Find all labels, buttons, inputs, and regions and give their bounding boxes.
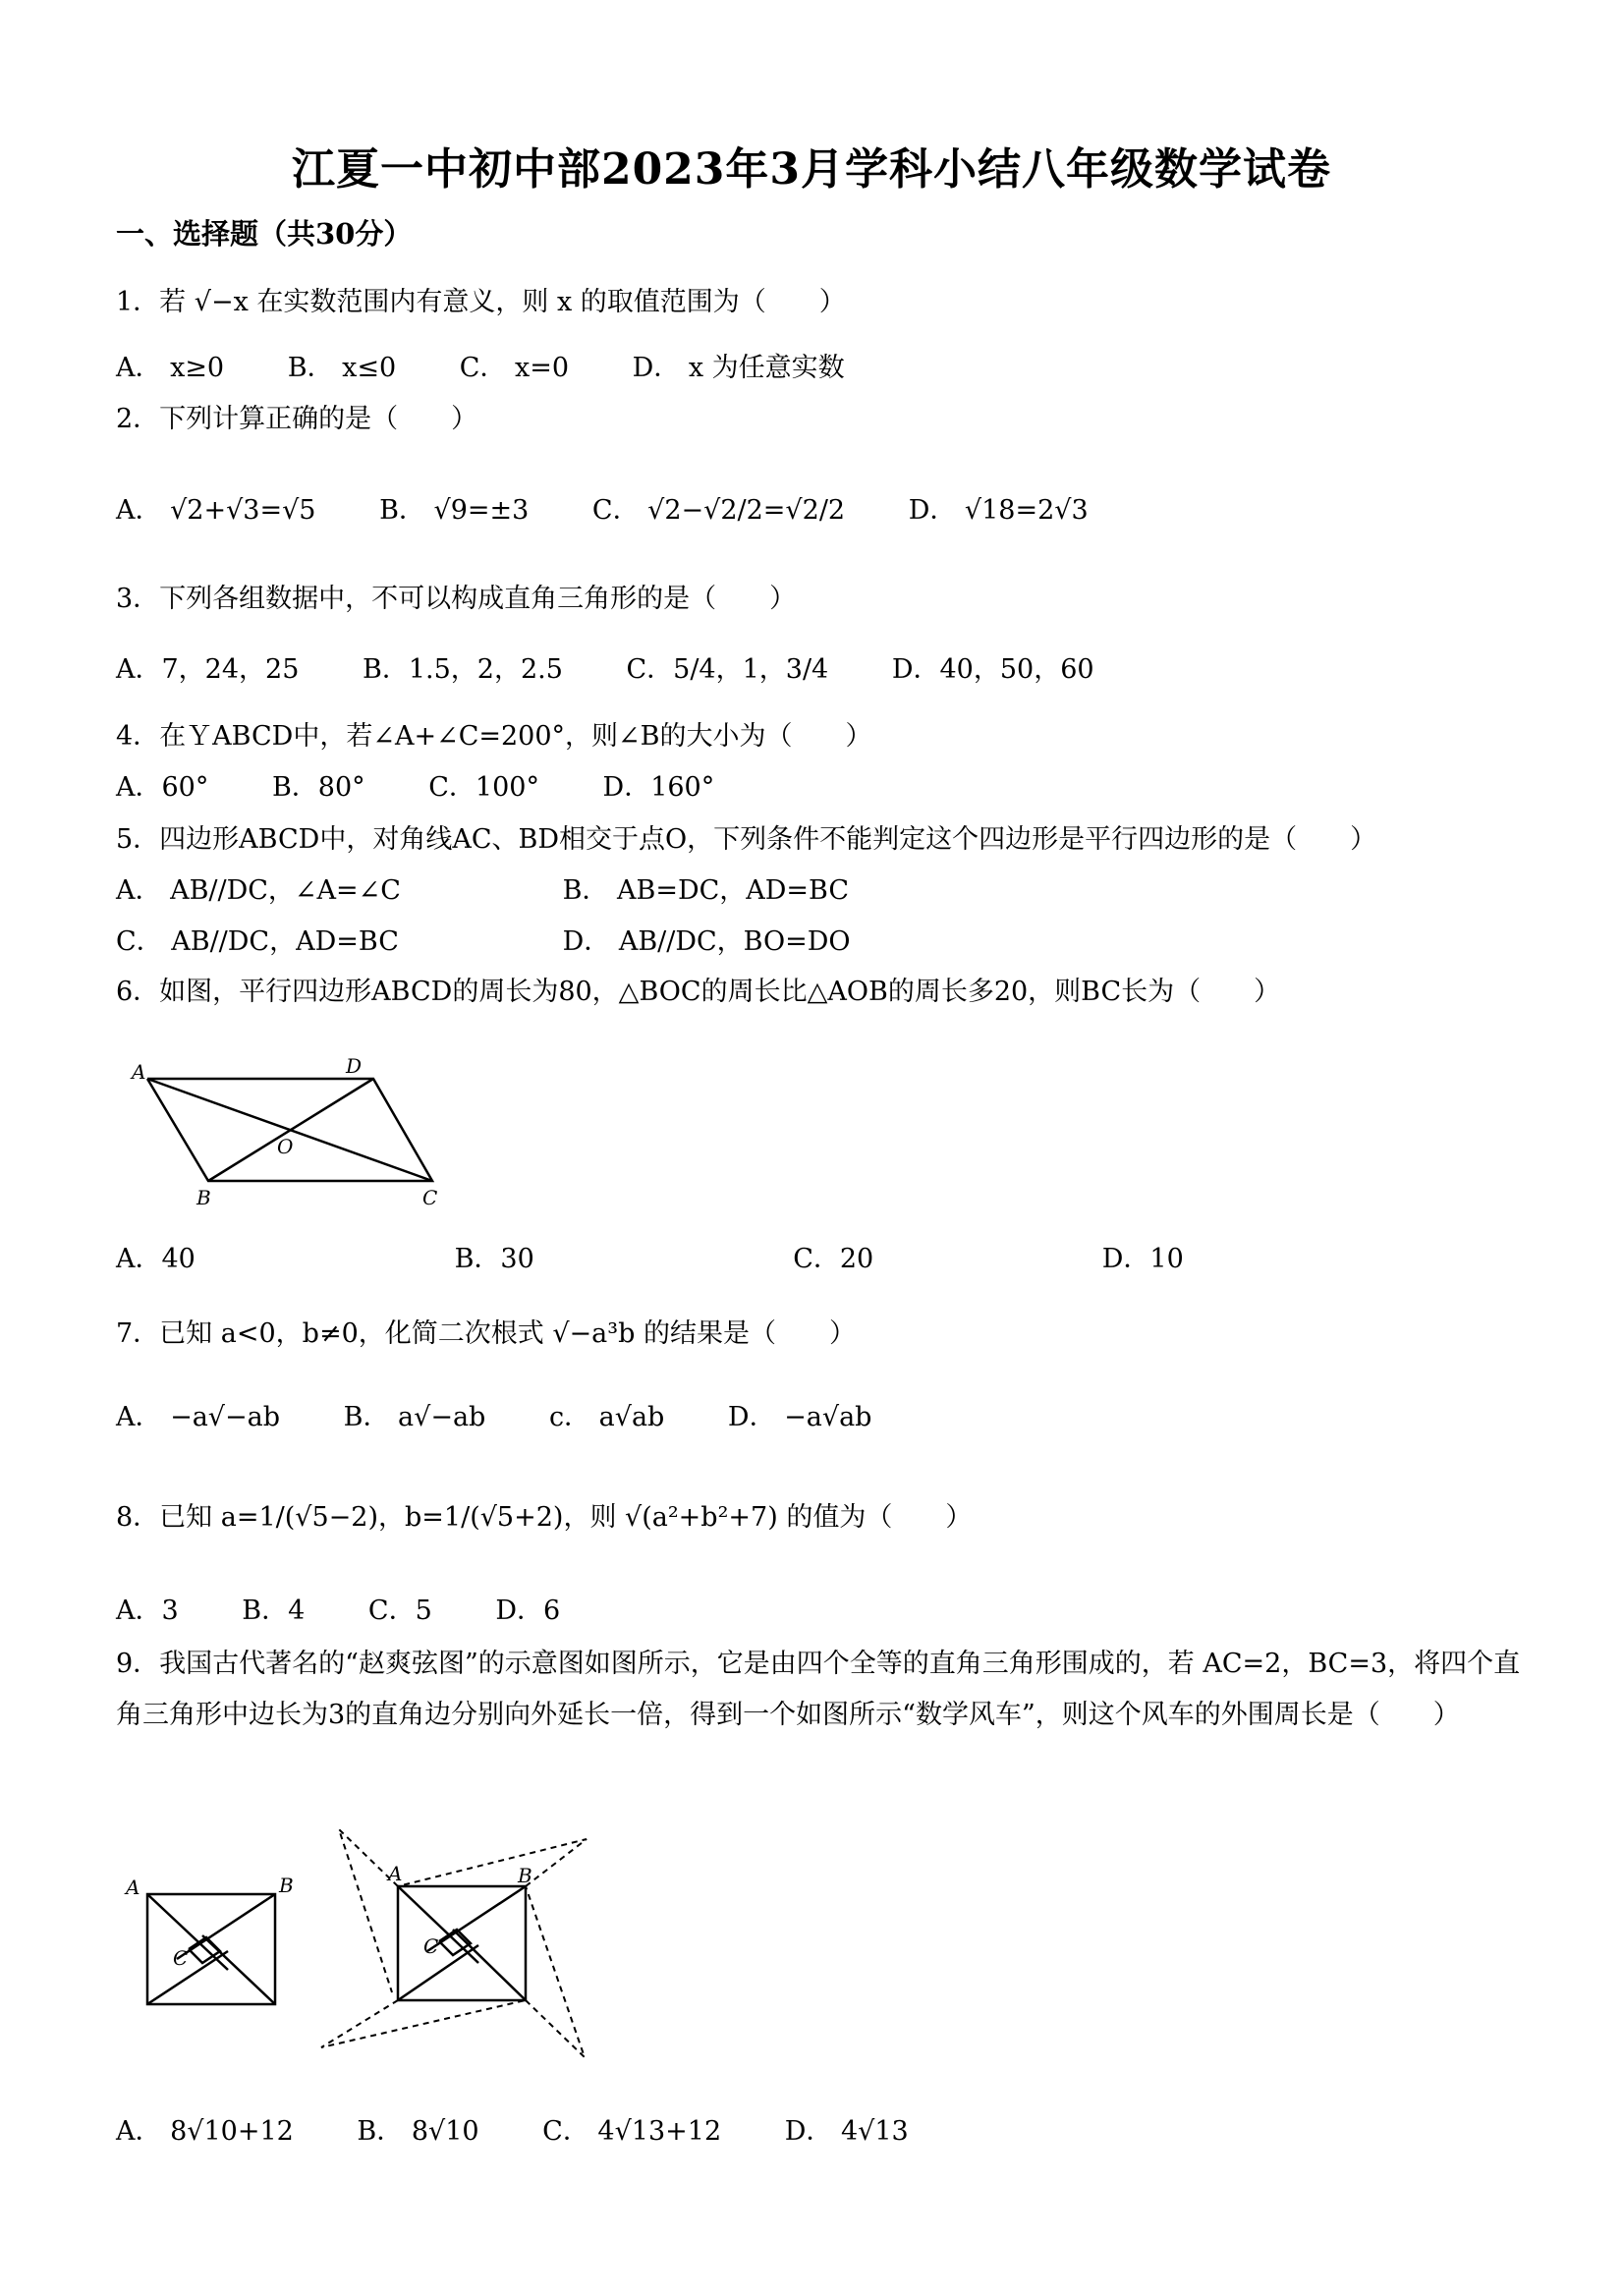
q9-option-d: D． 4√13 — [784, 2116, 909, 2147]
zhao-shuang-figure — [118, 1876, 305, 2014]
label-b: B — [518, 1864, 532, 1887]
question-6-options — [116, 1240, 1239, 1279]
question-1-options — [116, 349, 900, 388]
q5-option-a: A． AB//DC，∠A=∠C — [116, 875, 401, 906]
label-a: A — [388, 1862, 403, 1885]
q2-option-d: D． √18=2√3 — [908, 495, 1089, 526]
question-6-stem: 6．如图，平行四边形ABCD的周长为80，△BOC的周长比△AOB的周长多20，则BC长为（ ） — [116, 977, 1281, 1007]
question-5-options-row1 — [116, 871, 904, 911]
q8-option-a: A．3 — [116, 1596, 179, 1626]
q4-option-a: A．60° — [116, 772, 209, 803]
q2-option-b: B． √9=±3 — [379, 495, 530, 526]
q5-option-c: C． AB//DC，AD=BC — [116, 926, 399, 957]
label-a: A — [132, 1060, 146, 1084]
q8-option-b: B．4 — [242, 1596, 306, 1626]
line-b-inner — [427, 1886, 526, 1951]
q9-option-a: A． 8√10+12 — [116, 2116, 294, 2147]
windmill-outline — [321, 1829, 587, 2057]
q3-option-c: C．5/4，1，3/4 — [626, 654, 829, 685]
windmill-figure — [309, 1825, 594, 2071]
label-o: O — [277, 1135, 294, 1158]
q8-option-c: C．5 — [367, 1596, 432, 1626]
q2-option-a: A． √2+√3=√5 — [116, 495, 316, 526]
q3-option-a: A．7，24，25 — [116, 654, 300, 685]
q6-option-b: B．30 — [454, 1244, 534, 1274]
label-d: D — [346, 1054, 363, 1078]
line-b-inner — [177, 1894, 275, 1959]
q4-option-c: C．100° — [428, 772, 539, 803]
q1-option-d: D． x 为任意实数 — [632, 353, 845, 383]
q9-option-b: B． 8√10 — [357, 2116, 479, 2147]
q4-option-b: B．80° — [271, 772, 365, 803]
q3-option-d: D．40，50，60 — [891, 654, 1094, 685]
q1-option-b: B． x≤0 — [287, 353, 397, 383]
section-heading: 一、选择题（共30分） — [116, 217, 413, 251]
q1-option-c: C． x=0 — [459, 353, 570, 383]
exam-title: 江夏一中初中部2023年3月学科小结八年级数学试卷 — [291, 144, 1332, 195]
q7-option-a: A． −a√−ab — [116, 1402, 281, 1432]
question-2-stem: 2．下列计算正确的是（ ） — [116, 404, 478, 434]
question-7-stem: 7．已知 a<0，b≠0，化简二次根式 √−a³b 的结果是（ ） — [116, 1318, 856, 1349]
q9-option-c: C． 4√13+12 — [542, 2116, 722, 2147]
q2-option-c: C． √2−√2/2=√2/2 — [591, 495, 846, 526]
question-2-options — [116, 491, 1144, 531]
q1-option-a: A． x≥0 — [116, 353, 225, 383]
line-c-inner — [453, 1930, 526, 2000]
question-4-stem: 4．在ＹABCD中，若∠A+∠C=200°，则∠B的大小为（ ） — [116, 721, 872, 752]
q6-option-d: D．10 — [1101, 1244, 1184, 1274]
q6-option-a: A．40 — [116, 1244, 196, 1274]
question-3-options — [116, 650, 1149, 690]
q7-option-c: c． a√ab — [548, 1402, 665, 1432]
q7-option-d: D． −a√ab — [727, 1402, 872, 1432]
question-9-options — [116, 2112, 964, 2152]
q7-option-b: B． a√−ab — [343, 1402, 486, 1432]
q5-option-b: B． AB=DC，AD=BC — [562, 875, 850, 906]
label-b: B — [196, 1186, 211, 1209]
diagonal-bd — [208, 1079, 373, 1181]
q4-option-d: D．160° — [602, 772, 715, 803]
label-c: C — [173, 1946, 189, 1970]
q8-option-d: D．6 — [495, 1596, 561, 1626]
q3-option-b: B．1.5，2，2.5 — [362, 654, 563, 685]
question-7-options — [116, 1398, 926, 1437]
question-8-options — [116, 1592, 615, 1631]
q5-option-d: D． AB//DC，BO=DO — [562, 926, 851, 957]
question-8-stem: 8．已知 a=1/(√5−2)，b=1/(√5+2)，则 √(a²+b²+7) 的值为（ ） — [116, 1502, 973, 1533]
question-4-options — [116, 768, 769, 808]
question-5-options-row2 — [116, 923, 906, 962]
parallelogram-figure — [128, 1051, 452, 1218]
label-c: C — [423, 1934, 439, 1958]
question-5-stem: 5．四边形ABCD中，对角线AC、BD相交于点O，下列条件不能判定这个四边形是平行四边形的是（ ） — [116, 824, 1377, 855]
label-b: B — [279, 1876, 294, 1897]
question-3-stem: 3．下列各组数据中，不可以构成直角三角形的是（ ） — [116, 584, 797, 614]
question-9-stem: 9．我国古代著名的“赵爽弦图”的示意图如图所示，它是由四个全等的直角三角形围成的，若 AC=2，BC=3，将四个直角三角形中边长为3的直角边分别向外延长一倍，得到一个如图所示“数学风车”，则这个风车的外围周长是（ ） — [116, 1649, 1521, 1730]
question-1-stem: 1．若 √−x 在实数范围内有意义，则 x 的取值范围为（ ） — [116, 287, 846, 317]
q6-option-c: C．20 — [793, 1244, 874, 1274]
label-a: A — [126, 1876, 140, 1899]
label-c: C — [422, 1186, 438, 1209]
